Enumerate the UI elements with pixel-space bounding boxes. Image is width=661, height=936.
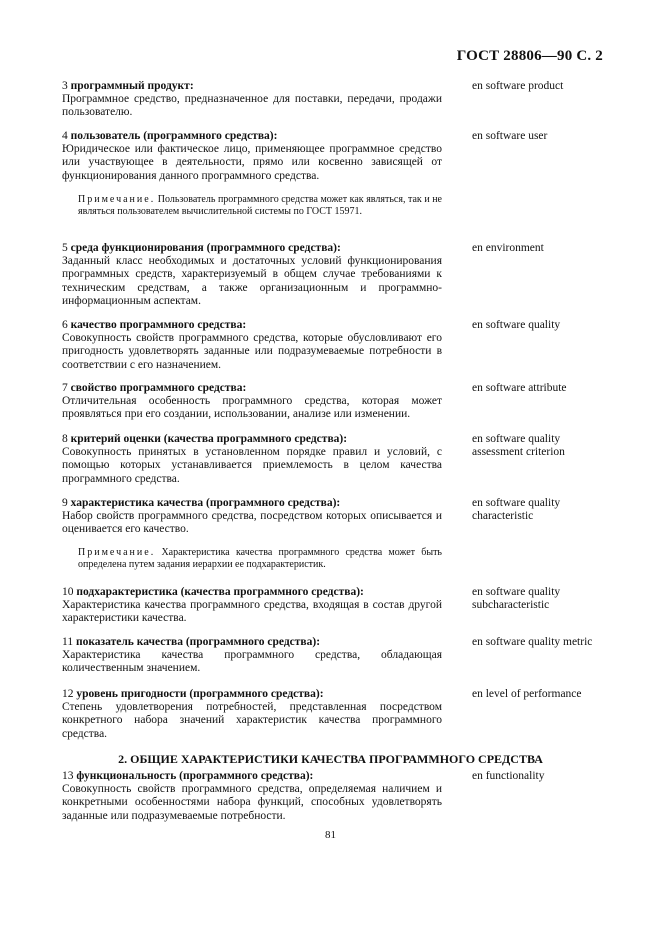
term-definition: Юридическое или фактическое лицо, применяющее программное средство или участвующее в деятельности, прямо или косвенно зависящей от функционирования данного программного средства. <box>62 143 442 182</box>
term-number: 9 <box>62 497 68 509</box>
term-definition: Совокупность принятых в установленном порядке правил и условий, с помощью которых устанавливается приемлемость в целом качества программного средства. <box>62 446 442 485</box>
page-number: 81 <box>325 829 336 841</box>
term-definition: Характеристика качества программного средства, обладающая количественным значением. <box>62 649 442 675</box>
term-title: функциональность (программного средства): <box>76 770 314 782</box>
term-number: 5 <box>62 242 68 254</box>
note-label: Примечание. <box>78 194 156 205</box>
term-entry-9 <box>62 497 442 537</box>
term-title: критерий оценки (качества программного средства): <box>70 433 348 445</box>
note-label: Примечание. <box>78 547 156 558</box>
term-english-5: en environment <box>472 242 544 254</box>
term-title: качество программного средства: <box>70 319 247 331</box>
term-definition: Отличительная особенность программного средства, которая может проявляться при его создании, использовании, анализе или изменении. <box>62 395 442 421</box>
term-title: свойство программного средства: <box>70 382 247 394</box>
note-text: Характеристика качества программного средства может быть определена путем задания иерархии ее подхарактеристик. <box>78 547 442 570</box>
term-entry-10 <box>62 586 442 626</box>
term-title: характеристика качества (программного средства): <box>70 497 341 509</box>
term-number: 7 <box>62 382 68 394</box>
term-number: 6 <box>62 319 68 331</box>
term-english-12: en level of performance <box>472 688 582 700</box>
term-number: 12 <box>62 688 74 700</box>
term-title: уровень пригодности (программного средства): <box>76 688 324 700</box>
term-title: программный продукт: <box>70 80 194 92</box>
term-english-10: en software quality subcharacteristic <box>472 586 561 612</box>
term-english-7: en software attribute <box>472 382 567 394</box>
term-number: 11 <box>62 636 74 648</box>
note-2 <box>78 547 442 571</box>
note-1 <box>78 194 442 218</box>
term-entry-12 <box>62 688 442 741</box>
term-definition: Совокупность свойств программного средства, определяемая наличием и конкретными особенностями набора функций, способных удовлетворять заданные или подразумеваемые потребности. <box>62 783 442 822</box>
term-number: 3 <box>62 80 68 92</box>
term-english-3: en software product <box>472 80 564 92</box>
term-english-8: en software quality assessment criterion <box>472 433 565 459</box>
page-header: ГОСТ 28806—90 С. 2 <box>456 48 603 64</box>
term-definition: Совокупность свойств программного средства, которые обусловливают его пригодность удовлетворять заданные или подразумеваемые потребности в соответствии с его назначением. <box>62 332 442 371</box>
term-english-4: en software user <box>472 130 548 142</box>
term-english-11: en software quality metric <box>472 636 593 648</box>
term-english-9: en software quality characteristic <box>472 497 561 523</box>
term-number: 4 <box>62 130 68 142</box>
term-entry-4 <box>62 130 442 183</box>
term-english-13: en functionality <box>472 770 545 782</box>
term-entry-11 <box>62 636 442 676</box>
term-entry-3 <box>62 80 442 120</box>
term-definition: Набор свойств программного средства, посредством которых описывается и оценивается его качество. <box>62 510 442 536</box>
term-definition: Заданный класс необходимых и достаточных условий функционирования программных средств, характеризуемый в общем случае требованиями к техническим средствам, а также организационным и программно-информационным аспектам. <box>62 255 442 307</box>
term-title: подхарактеристика (качества программного средства): <box>76 586 364 598</box>
term-entry-6 <box>62 319 442 372</box>
term-definition: Степень удовлетворения потребностей, представленная посредством конкретного набора значений характеристик качества программного средства. <box>62 701 442 740</box>
term-number: 8 <box>62 433 68 445</box>
term-title: среда функционирования (программного средства): <box>70 242 341 254</box>
term-number: 13 <box>62 770 74 782</box>
section-heading: 2. ОБЩИЕ ХАРАКТЕРИСТИКИ КАЧЕСТВА ПРОГРАММНОГО СРЕДСТВА <box>118 752 543 766</box>
term-title: показатель качества (программного средства): <box>75 636 321 648</box>
term-number: 10 <box>62 586 74 598</box>
term-entry-7 <box>62 382 442 422</box>
term-entry-5 <box>62 242 442 308</box>
term-english-6: en software quality <box>472 319 561 331</box>
term-definition: Характеристика качества программного средства, входящая в состав другой характеристики качества. <box>62 599 442 625</box>
term-title: пользователь (программного средства): <box>70 130 278 142</box>
note-text: Пользователь программного средства может как являться, так и не являться пользователем вычислительной системы по ГОСТ 15971. <box>78 194 443 217</box>
term-entry-8 <box>62 433 442 486</box>
term-definition: Программное средство, предназначенное для поставки, передачи, продажи пользователю. <box>62 93 442 119</box>
term-entry-13 <box>62 770 442 823</box>
